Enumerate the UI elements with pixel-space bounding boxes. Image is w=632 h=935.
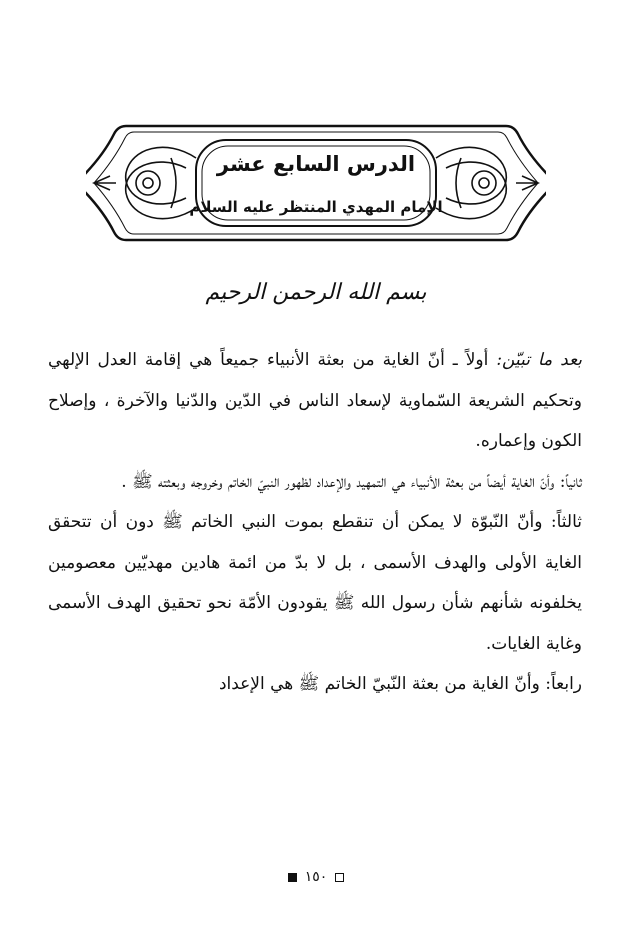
page-number: ١٥٠ bbox=[304, 869, 328, 885]
filled-square-icon bbox=[288, 873, 297, 882]
lesson-subtitle: الإمام المهدي المنتظر عليه السلام bbox=[189, 198, 443, 216]
paragraph-1-lead: بعد ما تبيّن: bbox=[496, 350, 583, 370]
paragraph-3: ثالثاً: وأنّ النّبوّة لا يمكن أن تنقطع بموت النبي الخاتم ﷺ دون أن تتحقق الغاية الأولى والهدف الأسمى ، بل لا بدّ من ائمة هادين مهديّين معصومين يخلفونه شأنهم شأن رسول الله ﷺ يقودون الأمّة نحو تحقيق الهدف الأسمى وغاية الغايات. bbox=[48, 512, 582, 654]
paragraph-1-rest: أولاً ـ أنّ الغاية من بعثة الأنبياء جميعاً هي إقامة العدل الإلهي وتحكيم الشريعة السّماوية لإسعاد الناس في الدّين والدّنيا والآخرة ، وإصلاح الكون وإعماره. bbox=[48, 350, 582, 451]
title-frame bbox=[86, 118, 546, 248]
ornamental-border bbox=[86, 118, 546, 248]
body-text bbox=[48, 340, 582, 705]
paragraph-1 bbox=[48, 340, 582, 462]
basmala: بسم الله الرحمن الرحيم bbox=[205, 280, 427, 305]
empty-square-icon bbox=[335, 873, 344, 882]
page-footer bbox=[0, 869, 632, 885]
paragraph-2: ثانياً: وأنّ الغاية أيضاً من بعثة الأنبياء هي التمهيد والإعداد لظهور النبيّ الخاتم وخروجه وبعثته ﷺ . bbox=[121, 471, 582, 492]
paragraph-4: رابعاً: وأنّ الغاية من بعثة النّبيّ الخاتم ﷺ هي الإعداد bbox=[218, 674, 582, 694]
lesson-title: الدرس السابع عشر bbox=[216, 152, 416, 176]
